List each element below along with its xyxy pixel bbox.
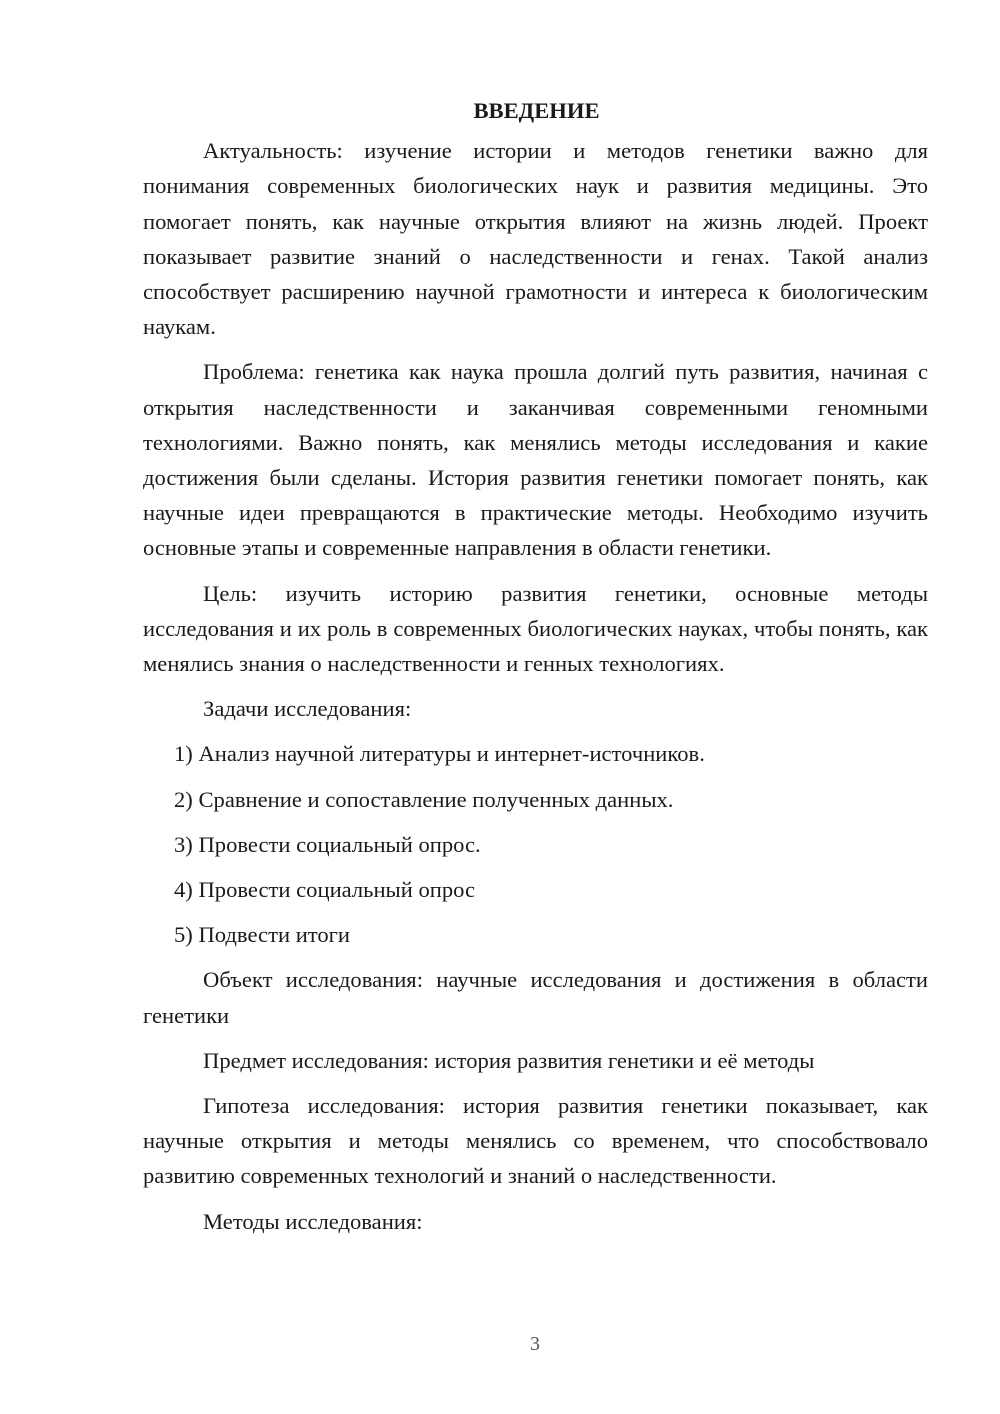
page-content [143, 93, 928, 1249]
methods-heading: Методы исследования: [203, 1208, 423, 1234]
paragraph-problem: Проблема: генетика как наука прошла долгий путь развития, начиная с открытия наследственности и заканчивая современными геномными технологиями. Важно понять, как менялись методы исследования и какие достижения были сделаны. История развития генетики помогает понять, как научные идеи превращаются в практические методы. Необходимо изучить основные этапы и современные направления в области генетики. [143, 359, 928, 561]
paragraph-subject: Предмет исследования: история развития генетики и её методы [203, 1047, 815, 1073]
paragraph-goal: Цель: изучить историю развития генетики, основные методы исследования и их роль в современных биологических науках, чтобы понять, как менялись знания о наследственности и генных технологиях. [143, 580, 928, 677]
list-item: 5) Подвести итоги [174, 922, 351, 948]
list-item: 4) Провести социальный опрос [174, 877, 476, 903]
tasks-list [143, 736, 928, 952]
paragraph-relevance: Актуальность: изучение истории и методов генетики важно для понимания современных биологических наук и развития медицины. Это помогает понять, как научные открытия влияют на жизнь людей. Проект показывает развитие знаний о наследственности и генах. Такой анализ способствует расширению научной грамотности и интереса к биологическим наукам. [143, 138, 928, 340]
tasks-heading: Задачи исследования: [203, 696, 412, 722]
page-title: ВВЕДЕНИЕ [473, 98, 600, 123]
list-item: 2) Сравнение и сопоставление полученных данных. [174, 786, 674, 812]
page-number: 3 [530, 1333, 540, 1355]
list-item: 3) Провести социальный опрос. [174, 831, 481, 857]
paragraph-hypothesis: Гипотеза исследования: история развития генетики показывает, как научные открытия и методы менялись со временем, что способствовало развитию современных технологий и знаний о наследственности. [143, 1093, 928, 1189]
paragraph-object: Объект исследования: научные исследования и достижения в области генетики [143, 967, 928, 1028]
list-item: 1) Анализ научной литературы и интернет-источников. [174, 741, 705, 767]
